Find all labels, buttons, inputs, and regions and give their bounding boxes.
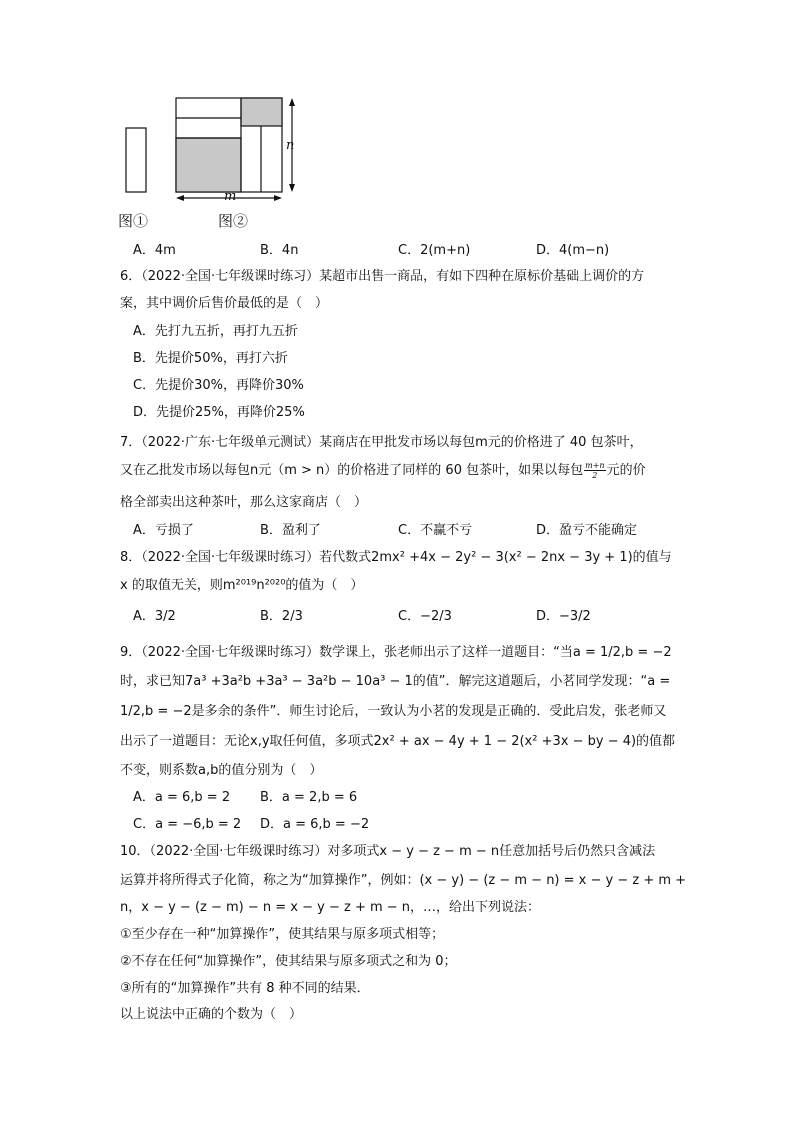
- figure-rectangles: [118, 92, 318, 206]
- label-m: m: [224, 189, 237, 204]
- q7-option-b: B．盈利了: [260, 523, 321, 538]
- q9-option-a: A．a = 6,b = 2: [133, 790, 231, 805]
- q9-option-d: D．a = 6,b = −2: [260, 817, 370, 832]
- q6-stem-line1: 6．（2022·全国·七年级课时练习）某超市出售一商品，有如下四种在原标价基础上调价的方: [120, 269, 645, 284]
- q10-stem-question: 以上说法中正确的个数为（ ）: [120, 1007, 303, 1022]
- q8-stem-line2: x 的取值无关，则m²⁰¹⁹n²⁰²⁰的值为（ ）: [120, 578, 364, 593]
- q5-option-a: A．4m: [133, 243, 176, 258]
- q7-frac-num: m+n: [585, 461, 605, 470]
- label-n: n: [286, 138, 295, 153]
- q8-option-c: C．−2/3: [398, 609, 452, 624]
- q10-statement-1: ①至少存在一种“加算操作”，使其结果与原多项式相等；: [120, 927, 445, 942]
- q6-stem-line2: 案，其中调价后售价最低的是（ ）: [120, 296, 329, 311]
- q10-stem-line1: 10．（2022·全国·七年级课时练习）对多项式x − y − z − m − n任意加括号后仍然只含减法: [120, 844, 656, 859]
- q5-option-b: B．4n: [260, 243, 299, 258]
- q7-stem-line1: 7．（2022·广东·七年级单元测试）某商店在甲批发市场以每包m元的价格进了 40 包茶叶，: [120, 435, 643, 450]
- figure-label-1: 图①: [118, 212, 149, 230]
- q9-stem-line5: 不变，则系数a,b的值分别为（ ）: [120, 763, 323, 778]
- q7-stem-line3: 格全部卖出这种茶叶，那么这家商店（ ）: [120, 495, 368, 510]
- q7-frac-den: 2: [592, 471, 598, 480]
- q7-fraction: [584, 461, 605, 480]
- q10-statement-2: ②不存在任何“加算操作”，使其结果与原多项式之和为 0；: [120, 954, 457, 969]
- q10-stem-line3: n，x − y − (z − m) − n = x − y − z + m − n，…，给出下列说法：: [120, 900, 541, 915]
- small-rectangle: [126, 128, 146, 192]
- shaded-region-top-right: [241, 98, 282, 126]
- q8-option-a: A．3/2: [133, 609, 176, 624]
- q7-option-c: C．不赢不亏: [398, 523, 473, 538]
- q10-statement-3: ③所有的“加算操作”共有 8 种不同的结果．: [120, 981, 370, 996]
- q6-option-a: A．先打九五折，再打九五折: [133, 324, 298, 339]
- q9-stem-line3: 1/2,b = −2是多余的条件”．师生讨论后，一致认为小茗的发现是正确的．受此启发，张老师又: [120, 704, 667, 719]
- q7-line2-text: 又在乙批发市场以每包n元（m > n）的价格进了同样的 60 包茶叶，如果以每包: [120, 463, 584, 478]
- q8-option-d: D．−3/2: [536, 609, 591, 624]
- q8-stem-line1: 8．（2022·全国·七年级课时练习）若代数式2mx² +4x − 2y² − 3(x² − 2nx − 3y + 1)的值与: [120, 550, 672, 565]
- q9-option-c: C．a = −6,b = 2: [133, 817, 242, 832]
- q9-stem-line2: 时，求已知7a³ +3a²b +3a³ − 3a²b − 10a³ − 1的值”．解完这道题后，小茗同学发现：“a =: [120, 674, 671, 689]
- q7-line2-tail: 元的价: [606, 463, 646, 478]
- q6-option-c: C．先提价30%，再降价30%: [133, 378, 304, 393]
- q7-stem-line2: [120, 461, 646, 480]
- q7-option-d: D．盈亏不能确定: [536, 523, 638, 538]
- q7-option-a: A．亏损了: [133, 523, 194, 538]
- q8-option-b: B．2/3: [260, 609, 303, 624]
- figure-label-2: 图②: [218, 212, 249, 230]
- q6-option-d: D．先提价25%，再降价25%: [133, 405, 305, 420]
- q5-option-d: D．4(m−n): [536, 243, 610, 258]
- q10-stem-line2: 运算并将所得式子化简，称之为“加算操作”，例如：(x − y) − (z − m − n) = x − y − z + m +: [120, 873, 687, 888]
- shaded-region-bottom-left: [176, 138, 241, 192]
- q9-option-b: B．a = 2,b = 6: [260, 790, 358, 805]
- q9-stem-line4: 出示了一道题目：无论x,y取任何值，多项式2x² + ax − 4y + 1 − 2(x² +3x − by − 4)的值都: [120, 734, 676, 749]
- q9-stem-line1: 9．（2022·全国·七年级课时练习）数学课上，张老师出示了这样一道题目：“当a = 1/2,b = −2: [120, 645, 672, 660]
- q5-option-c: C．2(m+n): [398, 243, 471, 258]
- q6-option-b: B．先提价50%，再打六折: [133, 351, 288, 366]
